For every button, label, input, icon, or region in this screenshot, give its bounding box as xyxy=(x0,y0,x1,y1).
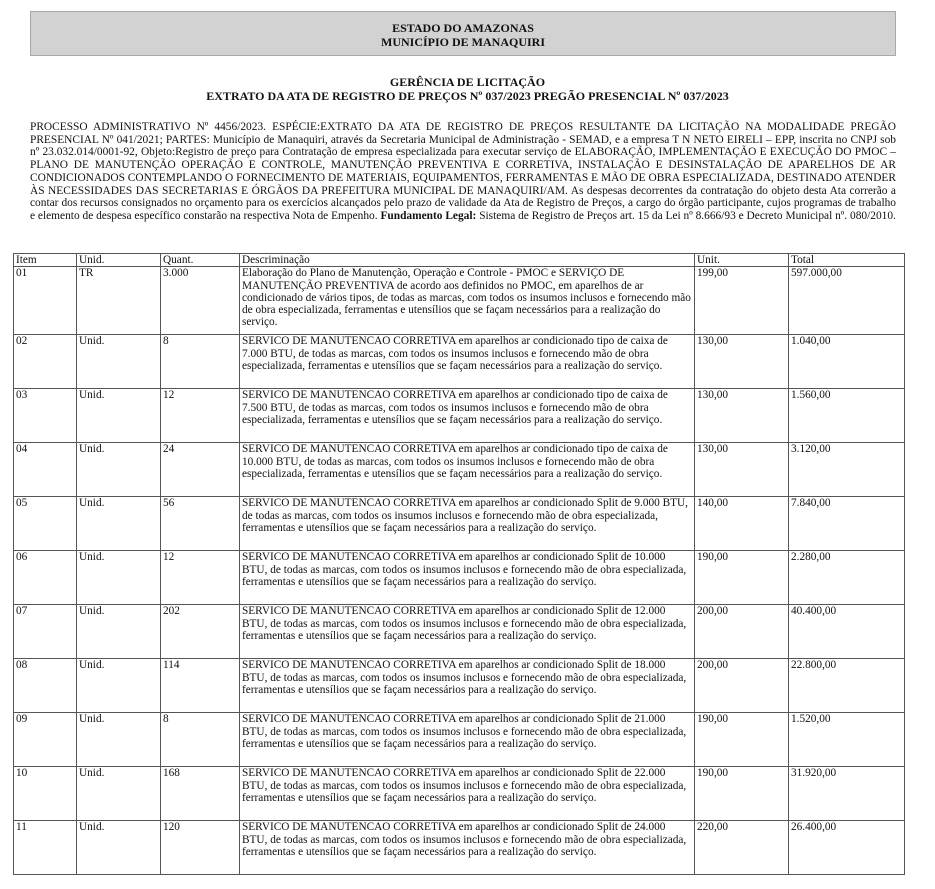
cell-unit-price: 130,00 xyxy=(695,443,789,497)
cell-unit-type: Unid. xyxy=(77,497,161,551)
table-row xyxy=(14,443,905,497)
cell-unit-price: 190,00 xyxy=(695,713,789,767)
cell-unit-type: TR xyxy=(77,267,161,335)
cell-unit-type: Unid. xyxy=(77,605,161,659)
cell-description: SERVICO DE MANUTENCAO CORRETIVA em aparelhos ar condicionado Split de 24.000 BTU, de todas as marcas, com todos os insumos inclusos e fornecendo mão de obra especializada, ferramentas e utensílios que se façam necessários para a realização do serviço. xyxy=(240,821,695,875)
cell-item: 10 xyxy=(14,767,77,821)
table-row xyxy=(14,821,905,875)
cell-description: SERVICO DE MANUTENCAO CORRETIVA em aparelhos ar condicionado tipo de caixa de 10.000 BTU, de todas as marcas, com todos os insumos inclusos e fornecendo mão de obra especializada, ferramentas e utensílios que se façam necessários para a realização do serviço. xyxy=(240,443,695,497)
cell-unit-type: Unid. xyxy=(77,443,161,497)
cell-unit-type: Unid. xyxy=(77,659,161,713)
cell-item: 05 xyxy=(14,497,77,551)
cell-item: 02 xyxy=(14,335,77,389)
table-row xyxy=(14,335,905,389)
cell-unit-type: Unid. xyxy=(77,767,161,821)
table-row xyxy=(14,267,905,335)
cell-item: 01 xyxy=(14,267,77,335)
cell-total: 2.280,00 xyxy=(789,551,905,605)
cell-quantity: 12 xyxy=(161,389,240,443)
items-table xyxy=(13,253,905,875)
cell-item: 08 xyxy=(14,659,77,713)
header-item: Item xyxy=(14,254,77,267)
cell-quantity: 24 xyxy=(161,443,240,497)
cell-total: 1.560,00 xyxy=(789,389,905,443)
cell-unit-type: Unid. xyxy=(77,389,161,443)
cell-total: 7.840,00 xyxy=(789,497,905,551)
cell-unit-type: Unid. xyxy=(77,713,161,767)
cell-total: 1.040,00 xyxy=(789,335,905,389)
cell-total: 3.120,00 xyxy=(789,443,905,497)
header-municipality: MUNICÍPIO DE MANAQUIRI xyxy=(381,35,545,49)
table-row xyxy=(14,713,905,767)
cell-unit-price: 190,00 xyxy=(695,767,789,821)
cell-quantity: 8 xyxy=(161,713,240,767)
table-header-row xyxy=(14,254,905,267)
cell-item: 04 xyxy=(14,443,77,497)
cell-total: 1.520,00 xyxy=(789,713,905,767)
body-text: PROCESSO ADMINISTRATIVO Nº 4456/2023. ESPÉCIE:EXTRATO DA ATA DE REGISTRO DE PREÇOS RESULTANTE DA LICITAÇÃO NA MODALIDADE PREGÃO PRESENCIAL Nº 041/2021; PARTES: Município de Manaquiri, através da Secretaria Municipal de Administração - SEMAD, e a empresa T N NETO EIRELI – EPP, inscrita no CNPJ sob nº 23.032.014/0001-92, Objeto:Registro de preço para Contratação de empresa especializada para executar serviço de ELABORAÇÃO, IMPLEMENTAÇÃO E EXECUÇÃO DO PMOC – PLANO DE MANUTENÇÃO OPERAÇÃO E CONTROLE, MANUTENÇÃO PREVENTIVA E CORRETIVA, INSTALAÇÃO E DESINSTALAÇÃO DE APARELHOS DE AR CONDICIONADOS CONTEMPLANDO O FORNECIMENTO DE MATERIAIS, EQUIPAMENTOS, FERRAMENTAS E MÃO DE OBRA ESPECIALIZADA, DESTINADO ATENDER ÀS NECESSIDADES DAS SECRETARIAS E ÓRGÃOS DA PREFEITURA MUNICIPAL DE MANAQUIRI/AM. As despesas decorrentes da contratação do objeto desta Ata correrão a contar dos recursos consignados no orçamento para os exercícios alcançados pelo prazo de validade da Ata de Registro de Preços, a cargo do órgão participante, cujos programas de trabalho e elemento de despesa específico constarão na respectiva Nota de Empenho. xyxy=(30,121,896,222)
header-description: Descriminação xyxy=(240,254,695,267)
cell-unit-price: 140,00 xyxy=(695,497,789,551)
cell-description: Elaboração do Plano de Manutenção, Operação e Controle - PMOC e SERVIÇO DE MANUTENÇÃO PREVENTIVA de acordo aos definidos no PMOC, em aparelhos de ar condicionado de vários tipos, de todas as marcas, com todos os insumos inclusos e fornecendo mão de obra especializada, ferramentas e utensílios que se façam necessários para a realização do serviço. xyxy=(240,267,695,335)
cell-total: 22.800,00 xyxy=(789,659,905,713)
cell-total: 597.000,00 xyxy=(789,267,905,335)
cell-quantity: 114 xyxy=(161,659,240,713)
cell-unit-price: 220,00 xyxy=(695,821,789,875)
cell-quantity: 12 xyxy=(161,551,240,605)
document-titles xyxy=(0,75,935,103)
table-row xyxy=(14,551,905,605)
cell-description: SERVICO DE MANUTENCAO CORRETIVA em aparelhos ar condicionado Split de 10.000 BTU, de todas as marcas, com todos os insumos inclusos e fornecendo mão de obra especializada, ferramentas e utensílios que se façam necessários para a realização do serviço. xyxy=(240,551,695,605)
cell-quantity: 8 xyxy=(161,335,240,389)
cell-description: SERVICO DE MANUTENCAO CORRETIVA em aparelhos ar condicionado tipo de caixa de 7.500 BTU, de todas as marcas, com todos os insumos inclusos e fornecendo mão de obra especializada, ferramentas e utensílios que se façam necessários para a realização do serviço. xyxy=(240,389,695,443)
table-row xyxy=(14,767,905,821)
cell-quantity: 120 xyxy=(161,821,240,875)
cell-unit-price: 200,00 xyxy=(695,659,789,713)
header-quantity: Quant. xyxy=(161,254,240,267)
cell-total: 31.920,00 xyxy=(789,767,905,821)
cell-description: SERVICO DE MANUTENCAO CORRETIVA em aparelhos ar condicionado Split de 18.000 BTU, de todas as marcas, com todos os insumos inclusos e fornecendo mão de obra especializada, ferramentas e utensílios que se façam necessários para a realização do serviço. xyxy=(240,659,695,713)
cell-description: SERVICO DE MANUTENCAO CORRETIVA em aparelhos ar condicionado Split de 12.000 BTU, de todas as marcas, com todos os insumos inclusos e fornecendo mão de obra especializada, ferramentas e utensílios que se façam necessários para a realização do serviço. xyxy=(240,605,695,659)
cell-unit-price: 200,00 xyxy=(695,605,789,659)
cell-total: 26.400,00 xyxy=(789,821,905,875)
cell-item: 07 xyxy=(14,605,77,659)
legal-basis-text: Sistema de Registro de Preços art. 15 da Lei nº 8.666/93 e Decreto Municipal nº. 080/2010. xyxy=(479,209,896,222)
header-unit-type: Unid. xyxy=(77,254,161,267)
cell-unit-type: Unid. xyxy=(77,551,161,605)
cell-unit-type: Unid. xyxy=(77,335,161,389)
cell-unit-price: 190,00 xyxy=(695,551,789,605)
header-state: ESTADO DO AMAZONAS xyxy=(392,21,534,35)
extract-title: EXTRATO DA ATA DE REGISTRO DE PREÇOS Nº 037/2023 PREGÃO PRESENCIAL Nº 037/2023 xyxy=(206,89,729,103)
cell-unit-price: 130,00 xyxy=(695,335,789,389)
table-row xyxy=(14,659,905,713)
cell-description: SERVICO DE MANUTENCAO CORRETIVA em aparelhos ar condicionado tipo de caixa de 7.000 BTU, de todas as marcas, com todos os insumos inclusos e fornecendo mão de obra especializada, ferramentas e utensílios que se façam necessários para a realização do serviço. xyxy=(240,335,695,389)
cell-unit-price: 130,00 xyxy=(695,389,789,443)
cell-unit-type: Unid. xyxy=(77,821,161,875)
cell-unit-price: 199,00 xyxy=(695,267,789,335)
cell-total: 40.400,00 xyxy=(789,605,905,659)
cell-item: 11 xyxy=(14,821,77,875)
cell-quantity: 168 xyxy=(161,767,240,821)
cell-quantity: 3.000 xyxy=(161,267,240,335)
cell-description: SERVICO DE MANUTENCAO CORRETIVA em aparelhos ar condicionado Split de 9.000 BTU, de todas as marcas, com todos os insumos inclusos e fornecendo mão de obra especializada, ferramentas e utensílios que se façam necessários para a realização do serviço. xyxy=(240,497,695,551)
cell-item: 03 xyxy=(14,389,77,443)
table-row xyxy=(14,389,905,443)
cell-description: SERVICO DE MANUTENCAO CORRETIVA em aparelhos ar condicionado Split de 22.000 BTU, de todas as marcas, com todos os insumos inclusos e fornecendo mão de obra especializada, ferramentas e utensílios que se façam necessários para a realização do serviço. xyxy=(240,767,695,821)
header-total: Total xyxy=(789,254,905,267)
cell-item: 09 xyxy=(14,713,77,767)
cell-description: SERVICO DE MANUTENCAO CORRETIVA em aparelhos ar condicionado Split de 21.000 BTU, de todas as marcas, com todos os insumos inclusos e fornecendo mão de obra especializada, ferramentas e utensílios que se façam necessários para a realização do serviço. xyxy=(240,713,695,767)
document-header xyxy=(30,11,896,56)
cell-quantity: 56 xyxy=(161,497,240,551)
header-unit-price: Unit. xyxy=(695,254,789,267)
legal-basis-label: Fundamento Legal: xyxy=(380,209,477,222)
body-paragraph xyxy=(30,121,896,223)
section-title: GERÊNCIA DE LICITAÇÃO xyxy=(389,75,546,89)
table-row xyxy=(14,605,905,659)
table-row xyxy=(14,497,905,551)
cell-item: 06 xyxy=(14,551,77,605)
cell-quantity: 202 xyxy=(161,605,240,659)
